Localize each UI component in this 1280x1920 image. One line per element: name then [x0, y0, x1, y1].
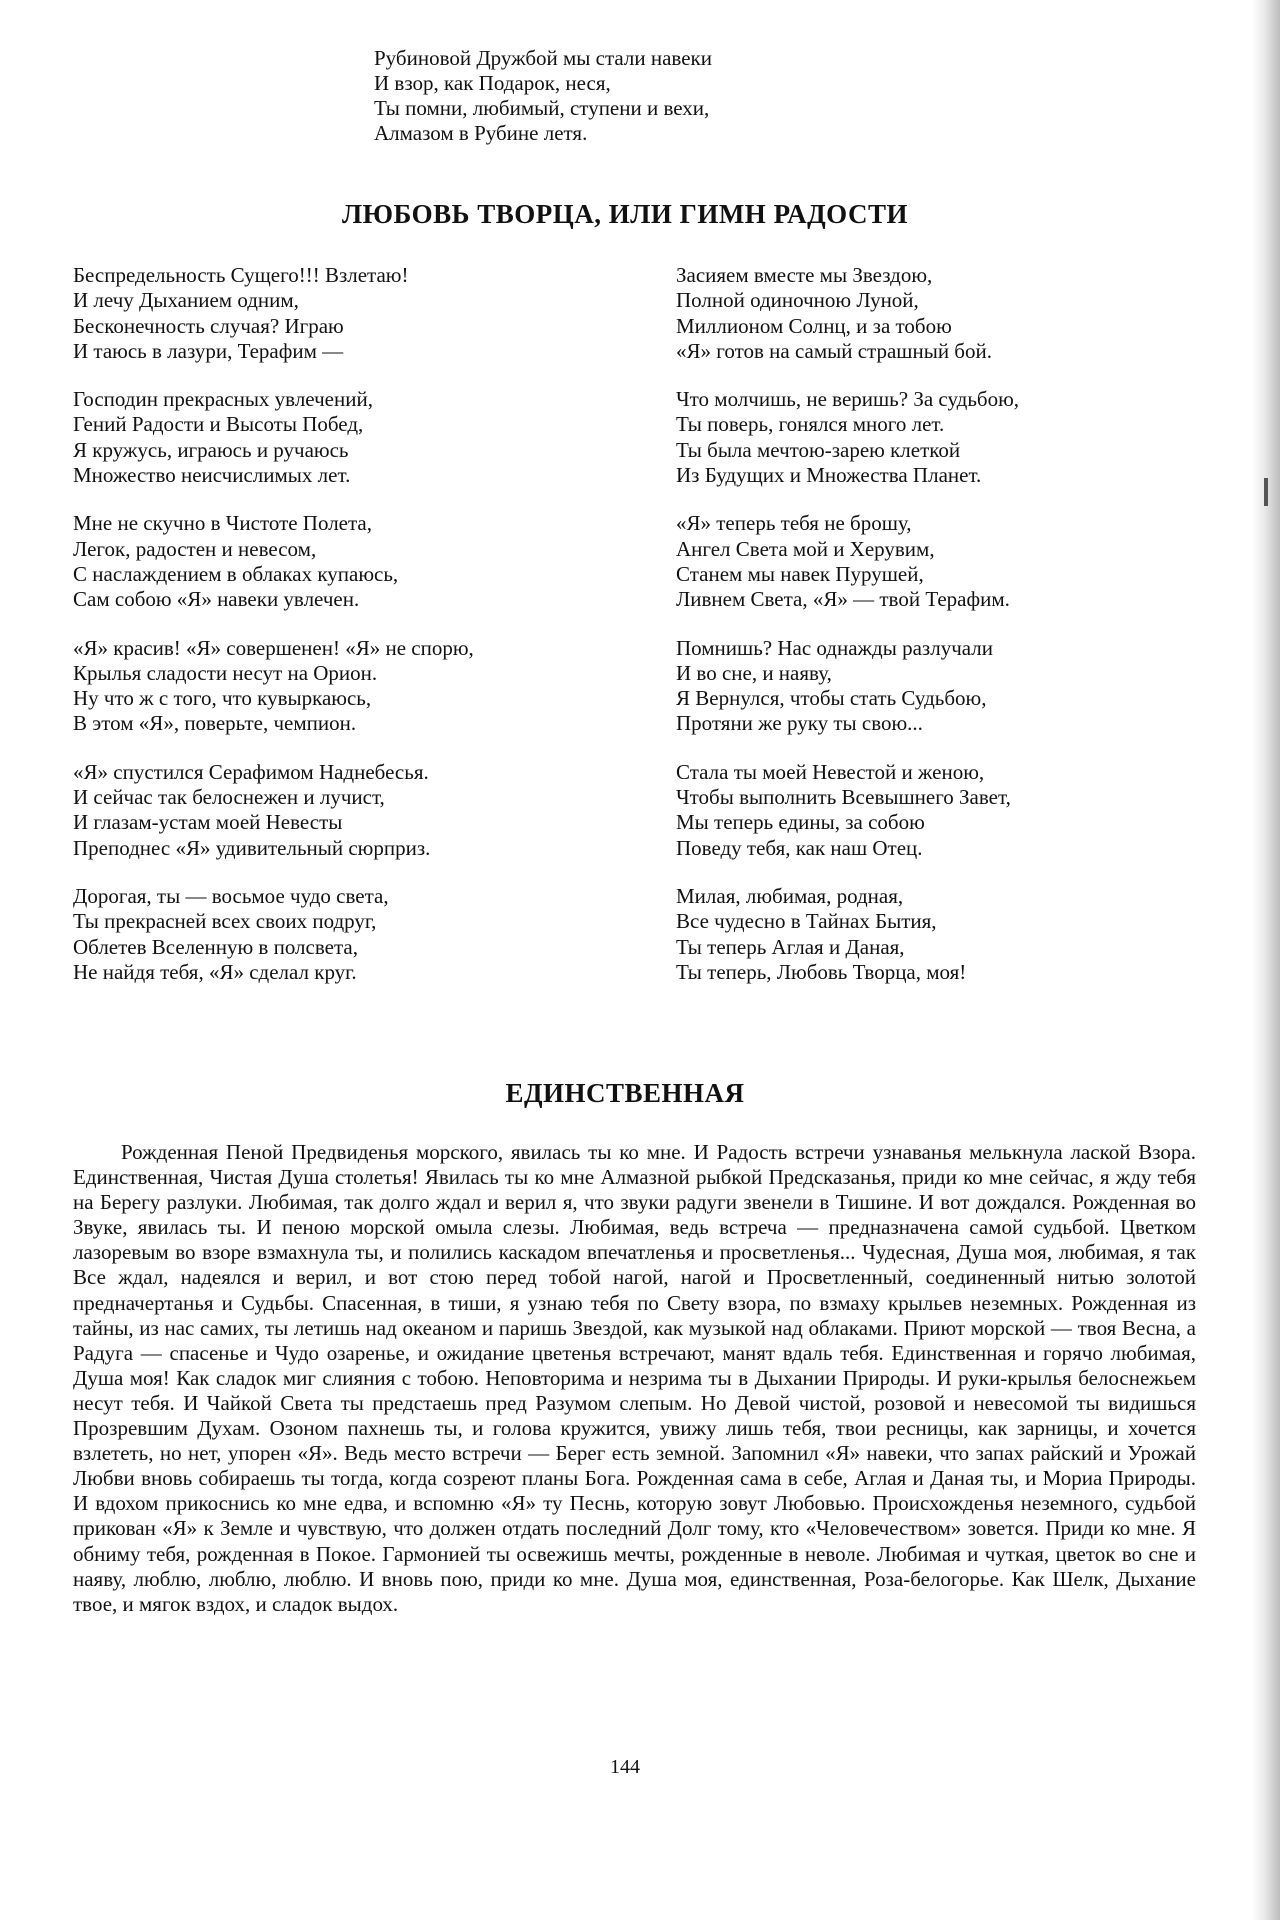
- intro-line: Алмазом в Рубине летя.: [374, 121, 588, 145]
- poem-line: Не найдя тебя, «Я» сделал круг.: [73, 959, 357, 984]
- poem-line: Стала ты моей Невестой и женою,: [676, 759, 985, 784]
- poem-line: Легок, радостен и невесом,: [73, 536, 317, 561]
- poem-line: Ангел Света мой и Херувим,: [676, 536, 935, 561]
- stanza: [676, 636, 1236, 737]
- poem-line: Ну что ж с того, что кувыркаюсь,: [73, 686, 372, 711]
- poem-line: Беспредельность Сущего!!! Взлетаю!: [73, 263, 409, 287]
- poem-line: Ливнем Света, «Я» — твой Терафим.: [676, 587, 1010, 612]
- poem-left-column: [73, 263, 633, 1008]
- poem-line: Помнишь? Нас однажды разлучали: [676, 635, 993, 660]
- poem-line: «Я» готов на самый страшный бой.: [676, 338, 992, 363]
- stanza: [676, 884, 1236, 985]
- poem-line: Гений Радости и Высоты Побед,: [73, 412, 364, 437]
- intro-line: И взор, как Подарок, неся,: [374, 71, 611, 95]
- stanza: [73, 760, 633, 861]
- poem-line: Чтобы выполнить Всевышнего Завет,: [676, 785, 1011, 810]
- stanza: [73, 387, 633, 488]
- poem-line: Полной одиночною Луной,: [676, 288, 919, 313]
- poem-line: Ты была мечтою-зарею клеткой: [676, 437, 961, 462]
- poem-line: Ты прекрасней всех своих подруг,: [73, 909, 377, 934]
- poem-line: Дорогая, ты — восьмое чудо света,: [73, 883, 389, 908]
- poem-right-column: [676, 263, 1236, 1008]
- edge-mark: [1264, 478, 1268, 506]
- poem-line: Все чудесно в Тайнах Бытия,: [676, 909, 937, 934]
- poem-line: Ты теперь, Любовь Творца, моя!: [676, 959, 967, 984]
- prose-paragraph: Рожденная Пеной Предвиденья морского, явилась ты ко мне. И Радость встречи узнаванья мелькнула лаской Взора. Единственная, Чистая Душа столетья! Явилась ты ко мне Алмазной рыбкой Предсказанья, приди ко мне сейчас, я жду тебя на Берегу разлуки. Любимая, так долго ждал и верил я, что звуки радуги звенели в Тишине. И вот дождался. Рожденная во Звуке, явилась ты. И пеною морской омыла слезы. Любимая, ведь встреча — предназначена самой судьбой. Цветком лазоревым во взоре взмахнула ты, и полились каскадом впечатленья и просветленья... Чудесная, Душа моя, любимая, я так Все ждал, надеялся и верил, и вот стою перед тобой нагой, нагой и Просветленный, соединенный нитью золотой предначертанья и Судьбы. Спасенная, в тиши, я узнаю тебя по Свету взора, по взмаху крыльев неземных. Рожденная из тайны, из нас самих, ты летишь над океаном и паришь Звездой, как музыкой над облаками. Приют морской — твоя Весна, а Радуга — спасенье и Чудо озаренье, и ожидание цветенья встречают, манят вдаль тебя. Единственная и горячо любимая, Душа моя! Как сладок миг слияния с тобою. Неповторима и незрима ты в Дыхании Природы. И руки-крылья белоснежьем несут тебя. И Чайкой Света ты предстаешь пред Разумом слепым. Но Девой чистой, розовой и невесомой ты видишься Прозревшим Духам. Озоном пахнешь ты, и голова кружится, увижу лишь тебя, твои ресницы, как зарницы, и хочется взлететь, но нет, упорен «Я». Ведь место встречи — Берег есть земной. Запомнил «Я» навеки, что запах райский и Урожай Любви вновь собираешь ты тогда, когда созреют планы Бога. Рожденная сама в себе, Аглая и Даная ты, и Мориа Природы. И вдохом прикоснись ко мне едва, и вспомню «Я» ту Песнь, которую зовут Любовью. Происхожденья неземного, судьбой прикован «Я» к Земле и чувствую, что должен отдать последний Долг тому, кто «Человечеством» зовется. Приди ко мне. Я обниму тебя, рожденная в Покое. Гармонией ты освежишь мечты, рожденные в неволе. Любимая и чуткая, цветок во сне и наяву, люблю, люблю, люблю. И вновь пою, приди ко мне. Душа моя, единственная, Роза-белогорье. Как Шелк, Дыхание твое, и мягок вздох, и сладок выдох.: [73, 1140, 1196, 1616]
- poem-line: И лечу Дыханием одним,: [73, 288, 299, 313]
- poem-line: Я кружусь, играюсь и ручаюсь: [73, 437, 349, 462]
- prose-title: ЕДИНСТВЕННАЯ: [505, 1078, 745, 1108]
- poem-line: Бесконечность случая? Играю: [73, 313, 344, 338]
- poem-line: Ты поверь, гонялся много лет.: [676, 412, 945, 437]
- poem-line: И во сне, и наяву,: [676, 660, 832, 685]
- poem-line: Сам собою «Я» навеки увлечен.: [73, 587, 360, 612]
- stanza: [676, 263, 1236, 364]
- intro-line: Ты помни, любимый, ступени и вехи,: [374, 96, 710, 120]
- poem-line: Засияем вместе мы Звездою,: [676, 263, 933, 287]
- poem-line: Миллионом Солнц, и за тобою: [676, 313, 952, 338]
- poem-line: «Я» спустился Серафимом Наднебесья.: [73, 759, 429, 784]
- page-edge-shadow: [1252, 0, 1280, 1920]
- poem-line: «Я» красив! «Я» совершенен! «Я» не спорю,: [73, 635, 474, 660]
- poem-line: И таюсь в лазури, Терафим —: [73, 338, 344, 363]
- poem-line: Множество неисчислимых лет.: [73, 463, 351, 488]
- stanza: [676, 387, 1236, 488]
- stanza: [73, 636, 633, 737]
- poem-line: Преподнес «Я» удивительный сюрприз.: [73, 835, 431, 860]
- poem-line: В этом «Я», поверьте, чемпион.: [73, 711, 357, 736]
- poem-line: Протяни же руку ты свою...: [676, 711, 923, 736]
- poem-line: Поведу тебя, как наш Отец.: [676, 835, 923, 860]
- intro-line: Рубиновой Дружбой мы стали навеки: [374, 46, 712, 70]
- poem-line: Облетев Вселенную в полсвета,: [73, 934, 358, 959]
- poem-line: С наслаждением в облаках купаюсь,: [73, 561, 399, 586]
- poem-line: Я Вернулся, чтобы стать Судьбою,: [676, 686, 987, 711]
- poem-line: Ты теперь Аглая и Даная,: [676, 934, 905, 959]
- poem-line: Из Будущих и Множества Планет.: [676, 463, 982, 488]
- poem-line: И сейчас так белоснежен и лучист,: [73, 785, 385, 810]
- poem-line: Станем мы навек Пурушей,: [676, 561, 924, 586]
- poem-line: Мне не скучно в Чистоте Полета,: [73, 511, 373, 536]
- stanza: [676, 511, 1236, 612]
- poem-title: ЛЮБОВЬ ТВОРЦА, ИЛИ ГИМН РАДОСТИ: [341, 199, 909, 229]
- stanza: [73, 884, 633, 985]
- stanza: [73, 263, 633, 364]
- poem-line: Что молчишь, не веришь? За судьбою,: [676, 387, 1020, 412]
- stanza: [73, 511, 633, 612]
- poem-line: Милая, любимая, родная,: [676, 883, 904, 908]
- poem-line: Господин прекрасных увлечений,: [73, 387, 373, 412]
- poem-line: Крылья сладости несут на Орион.: [73, 660, 378, 685]
- stanza: [676, 760, 1236, 861]
- poem-line: И глазам-устам моей Невесты: [73, 810, 343, 835]
- poem-line: «Я» теперь тебя не брошу,: [676, 511, 912, 536]
- page-number: 144: [610, 1756, 640, 1778]
- intro-stanza: [374, 46, 894, 146]
- poem-line: Мы теперь едины, за собою: [676, 810, 925, 835]
